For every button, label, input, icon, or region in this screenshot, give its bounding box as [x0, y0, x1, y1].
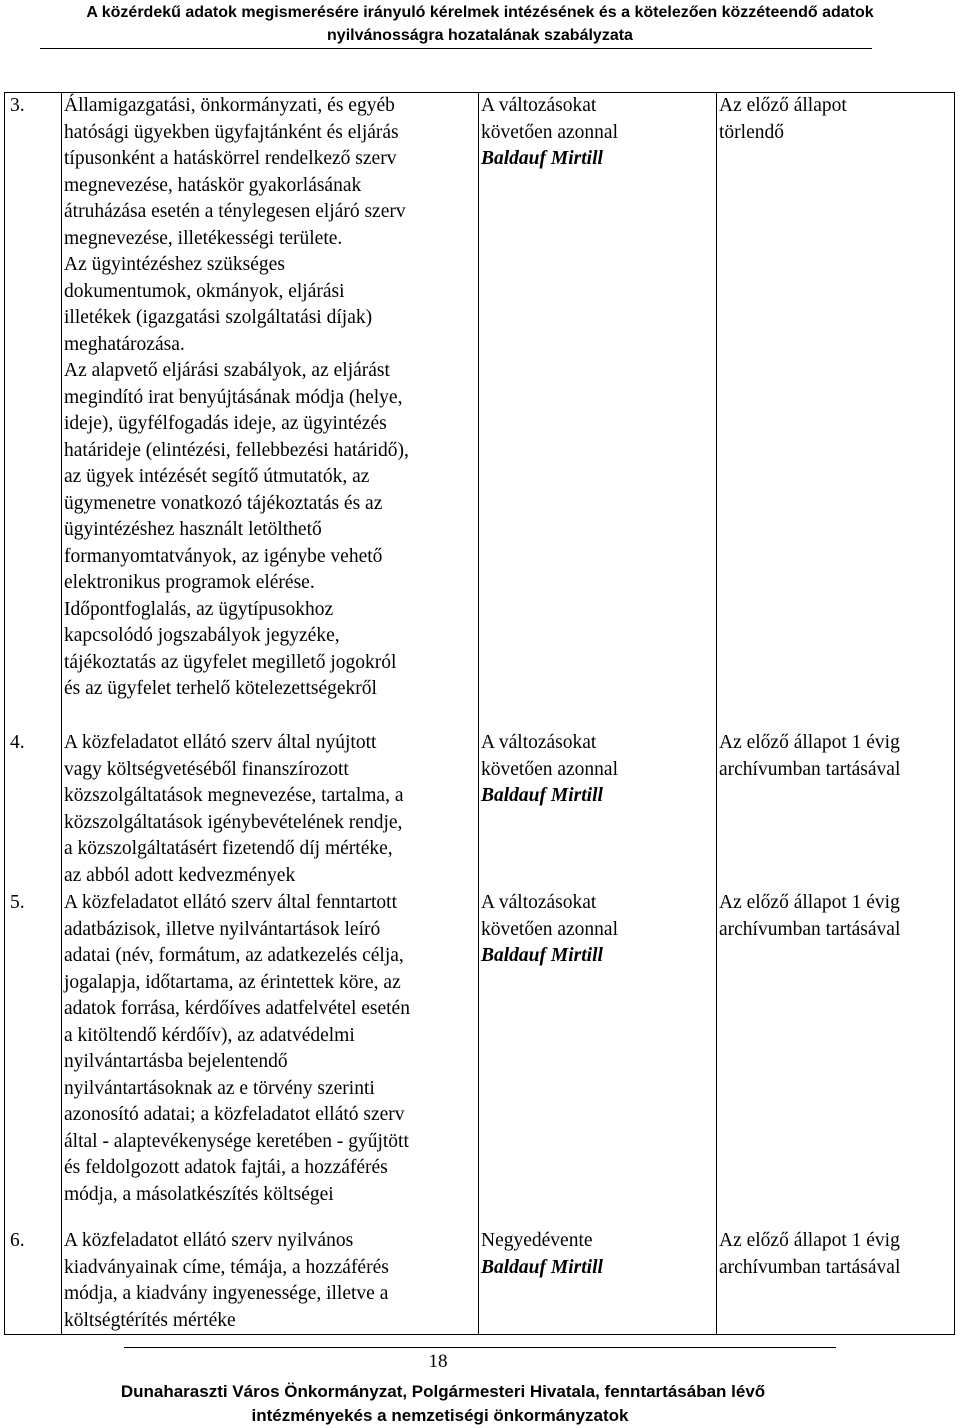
row-description-line: költségtérítés mértéke — [64, 1309, 236, 1331]
row-description-line: Államigazgatási, önkormányzati, és egyéb — [64, 95, 395, 116]
row-description-line: kapcsolódó jogszabályok jegyzéke, — [64, 625, 340, 646]
row-number: 3. — [10, 95, 25, 116]
row-description-line: Az ügyintézéshez szükséges — [64, 254, 285, 275]
row-description-line: megindító irat benyújtásának módja (helye, — [64, 386, 403, 408]
row-description-line: A közfeladatot ellátó szerv által fenntartott — [64, 892, 397, 913]
row-retention-rule: archívumban tartásával — [719, 758, 901, 780]
column-divider — [61, 93, 62, 1334]
row-retention-rule: Az előző állapot 1 évig — [719, 732, 900, 753]
row-update-frequency: A változásokat — [481, 732, 597, 753]
row-description-line: Időpontfoglalás, az ügytípusokhoz — [64, 598, 334, 620]
footer-line-2: intézményekés a nemzetiségi önkormányzatok — [251, 1406, 629, 1425]
row-description-line: a kitöltendő kérdőív), az adatvédelmi — [64, 1024, 355, 1046]
row-description-line: illetékek (igazgatási szolgáltatási díjak) — [64, 307, 373, 328]
row-number: 4. — [10, 732, 25, 753]
row-description-line: A közfeladatot ellátó szerv által nyújtott — [64, 732, 377, 753]
row-responsible-person: Baldauf Mirtill — [481, 945, 603, 966]
row-retention-rule: törlendő — [719, 121, 784, 143]
row-description-line: nyilvántartásba bejelentendő — [64, 1051, 288, 1072]
row-description-line: ügymenetre vonatkozó tájékoztatás és az — [64, 492, 383, 514]
header-rule — [40, 48, 872, 49]
row-description-line: a közszolgáltatásért fizetendő díj mértéke, — [64, 838, 393, 859]
row-update-frequency: A változásokat — [481, 892, 597, 913]
footer-rule — [124, 1347, 836, 1348]
page-number: 18 — [428, 1351, 448, 1372]
row-description-line: elektronikus programok elérése. — [64, 572, 315, 593]
row-description-line: átruházása esetén a ténylegesen eljáró szerv — [64, 201, 406, 222]
row-description-line: ügyintézéshez használt letölthető — [64, 519, 322, 540]
row-description-line: hatósági ügyekben ügyfajtánként és eljárás — [64, 121, 399, 143]
row-retention-rule: Az előző állapot — [719, 95, 847, 116]
column-divider — [716, 93, 717, 1334]
row-description-line: közszolgáltatások megnevezése, tartalma, a — [64, 785, 404, 806]
row-retention-rule: archívumban tartásával — [719, 1256, 901, 1278]
row-description-line: az ügyek intézését segítő útmutatók, az — [64, 466, 370, 487]
row-responsible-person: Baldauf Mirtill — [481, 148, 603, 169]
row-responsible-person: Baldauf Mirtill — [481, 785, 603, 806]
row-description-line: által - alaptevékenysége keretében - gyűjtött — [64, 1130, 409, 1152]
row-update-frequency: A változásokat — [481, 95, 597, 116]
row-description-line: közszolgáltatások igénybevételének rendje, — [64, 811, 403, 833]
row-description-line: az abból adott kedvezmények — [64, 864, 296, 886]
row-description-line: kiadványainak címe, témája, a hozzáférés — [64, 1256, 389, 1278]
row-description-line: módja, a kiadvány ingyenessége, illetve a — [64, 1283, 389, 1304]
row-description-line: nyilvántartásoknak az e törvény szerinti — [64, 1077, 375, 1099]
row-responsible-person: Baldauf Mirtill — [481, 1256, 603, 1278]
row-description-line: dokumentumok, okmányok, eljárási — [64, 280, 345, 302]
row-description-line: adatbázisok, illetve nyilvántartások leíró — [64, 918, 381, 940]
row-description-line: módja, a másolatkészítés költségei — [64, 1183, 334, 1205]
row-description-line: és feldolgozott adatok fajtái, a hozzáférés — [64, 1157, 388, 1178]
row-update-frequency: Negyedévente — [481, 1230, 593, 1251]
row-description-line: típusonként a hatáskörrel rendelkező szerv — [64, 148, 397, 169]
row-description-line: azonosító adatai; a közfeladatot ellátó szerv — [64, 1104, 405, 1125]
row-retention-rule: Az előző állapot 1 évig — [719, 1230, 900, 1251]
row-update-frequency: követően azonnal — [481, 918, 618, 940]
row-description-line: Az alapvető eljárási szabályok, az eljárást — [64, 360, 390, 381]
row-description-line: jogalapja, időtartama, az érintettek köre, az — [64, 971, 401, 993]
row-description-line: megnevezése, illetékességi területe. — [64, 227, 343, 249]
row-update-frequency: követően azonnal — [481, 758, 618, 780]
footer-line-1: Dunaharaszti Város Önkormányzat, Polgármesteri Hivatala, fenntartásában lévő — [120, 1382, 766, 1401]
column-divider — [478, 93, 479, 1334]
row-retention-rule: Az előző állapot 1 évig — [719, 892, 900, 913]
row-description-line: tájékoztatás az ügyfelet megillető jogokról — [64, 651, 397, 673]
header-line-2: nyilvánosságra hozatalának szabályzata — [327, 27, 633, 44]
row-description-line: adatok forrása, kérdőíves adatfelvétel esetén — [64, 998, 410, 1019]
row-description-line: határideje (elintézési, fellebbezési határidő), — [64, 439, 409, 461]
row-update-frequency: követően azonnal — [481, 121, 618, 143]
row-description-line: adatai (név, formátum, az adatkezelés célja, — [64, 945, 404, 966]
row-description-line: megnevezése, hatáskör gyakorlásának — [64, 174, 362, 196]
row-number: 5. — [10, 892, 25, 913]
row-number: 6. — [10, 1230, 25, 1251]
row-description-line: formanyomtatványok, az igénybe vehető — [64, 545, 383, 567]
row-retention-rule: archívumban tartásával — [719, 918, 901, 940]
row-description-line: A közfeladatot ellátó szerv nyilvános — [64, 1230, 354, 1251]
row-description-line: és az ügyfelet terhelő kötelezettségekről — [64, 678, 377, 699]
row-description-line: meghatározása. — [64, 333, 185, 355]
header-line-1: A közérdekű adatok megismerésére irányuló kérelmek intézésének és a kötelezően közzéteendő adatok — [86, 4, 874, 21]
row-description-line: vagy költségvetéséből finanszírozott — [64, 758, 349, 780]
row-description-line: ideje), ügyfélfogadás ideje, az ügyintézés — [64, 413, 387, 434]
